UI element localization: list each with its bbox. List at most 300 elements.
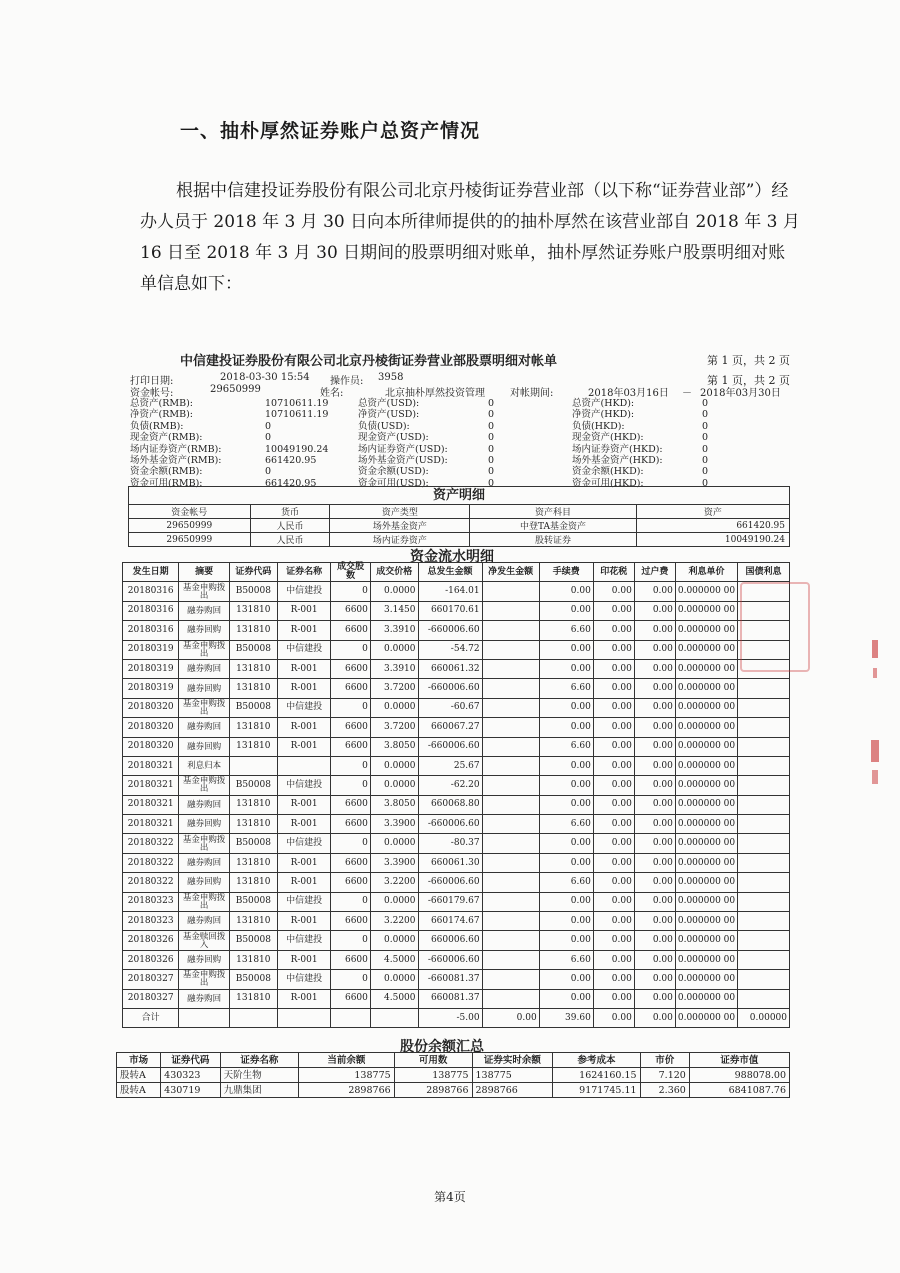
cash-flow-cell: 0.0000 — [370, 640, 418, 659]
cash-flow-cell — [482, 989, 539, 1008]
cash-flow-cell: 0.00 — [634, 892, 675, 911]
cash-flow-cell: 0.00 — [634, 737, 675, 756]
cash-flow-cell: 20180320 — [123, 737, 179, 756]
cash-flow-cell: 131810 — [229, 795, 277, 814]
cash-flow-cell — [482, 795, 539, 814]
cash-flow — [122, 562, 790, 1028]
holdings — [116, 1052, 790, 1098]
cash-flow-cell: R-001 — [277, 795, 330, 814]
cash-flow-cell — [482, 756, 539, 775]
cash-flow-row — [123, 892, 790, 911]
cash-flow-cell: 利息归本 — [179, 756, 230, 775]
cash-flow-cell: 660006.60 — [418, 931, 482, 950]
cash-flow-cell: 20180316 — [123, 582, 179, 601]
cash-flow-cell: 0.0000 — [370, 970, 418, 989]
holdings-cell: 1624160.15 — [553, 1068, 640, 1083]
cash-flow-cell: 0.000000 00 — [675, 640, 737, 659]
name-label: 姓名: — [320, 388, 344, 399]
cash-flow-cell: 0.000000 00 — [675, 698, 737, 717]
cash-flow-cell: 3.8050 — [370, 737, 418, 756]
cash-flow-cell — [482, 582, 539, 601]
cash-flow-cell: 3.3900 — [370, 853, 418, 872]
cash-flow-cell: 融券购回 — [179, 601, 230, 620]
cash-flow-cell: 0.00 — [634, 931, 675, 950]
holdings-header-cell: 证券名称 — [220, 1053, 299, 1068]
asset-cell: 29650999 — [129, 519, 251, 533]
summary-rmb-row — [130, 432, 360, 443]
cash-flow-cell — [482, 853, 539, 872]
summary-hkd-row — [572, 432, 782, 443]
cash-flow-title: 资金流水明细 — [410, 549, 494, 565]
cash-flow-cell — [482, 931, 539, 950]
cash-flow-cell: 660170.61 — [418, 601, 482, 620]
cash-flow-cell: 6.60 — [539, 950, 593, 969]
cash-flow-cell: R-001 — [277, 912, 330, 931]
cash-flow-cell: 融券购回 — [179, 659, 230, 678]
cash-flow-cell — [738, 970, 790, 989]
cash-flow-total-cell: 0.00 — [634, 1008, 675, 1027]
cash-flow-cell: 0.000000 00 — [675, 989, 737, 1008]
cash-flow-cell: 0.00 — [634, 659, 675, 678]
edge-seal-mark-mid — [873, 668, 877, 678]
holdings-header-cell: 当前余额 — [299, 1053, 394, 1068]
cash-flow-cell: 0.00 — [634, 853, 675, 872]
cash-flow-cell: -660179.67 — [418, 892, 482, 911]
cash-flow-cell: 0.000000 00 — [675, 737, 737, 756]
cash-flow-cell: 20180322 — [123, 834, 179, 853]
cash-flow-cell — [482, 737, 539, 756]
summary-label: 现金资产(HKD): — [572, 432, 644, 444]
account-label: 资金帐号: — [130, 388, 174, 399]
cash-flow-header-cell: 国债利息 — [738, 563, 790, 582]
summary-value: 10049190.24 — [265, 443, 329, 455]
summary-hkd-row — [572, 466, 782, 477]
cash-flow-cell: 0.00 — [634, 834, 675, 853]
cash-flow-cell: 0.00 — [539, 853, 593, 872]
cash-flow-cell: 0.00 — [593, 795, 634, 814]
cash-flow-row — [123, 853, 790, 872]
cash-flow-cell: 131810 — [229, 989, 277, 1008]
holdings-cell: 股转A — [117, 1083, 161, 1098]
summary-value: 0 — [488, 420, 495, 432]
cash-flow-cell — [482, 815, 539, 834]
asset-header-cell: 资产类型 — [330, 505, 470, 519]
cash-flow-cell: 6.60 — [539, 873, 593, 892]
cash-flow-cell: 0 — [331, 892, 371, 911]
cash-flow-cell: -660006.60 — [418, 621, 482, 640]
cash-flow-row — [123, 795, 790, 814]
cash-flow-cell: 0.000000 00 — [675, 970, 737, 989]
cash-flow-row — [123, 621, 790, 640]
cash-flow-cell: 0.00 — [593, 582, 634, 601]
summary-label: 总资产(HKD): — [572, 398, 635, 409]
cash-flow-cell: 660061.30 — [418, 853, 482, 872]
cash-flow-cell: 0.000000 00 — [675, 892, 737, 911]
cash-flow-row — [123, 873, 790, 892]
summary-label: 资金可用(RMB): — [130, 477, 203, 489]
cash-flow-cell — [482, 698, 539, 717]
cash-flow-cell: -164.01 — [418, 582, 482, 601]
cash-flow-cell: 20180323 — [123, 892, 179, 911]
summary-usd-row — [358, 421, 578, 432]
cash-flow-cell: 0 — [331, 931, 371, 950]
cash-flow-cell: B50008 — [229, 698, 277, 717]
cash-flow-cell: 0.000000 00 — [675, 873, 737, 892]
cash-flow-cell: 融券回购 — [179, 950, 230, 969]
cash-flow-cell — [738, 931, 790, 950]
cash-flow-cell: 20180316 — [123, 601, 179, 620]
cash-flow-cell: 660067.27 — [418, 718, 482, 737]
summary-rmb-row — [130, 455, 360, 466]
cash-flow-cell: 0 — [331, 970, 371, 989]
cash-flow-cell: 25.67 — [418, 756, 482, 775]
cash-flow-cell: 0.00 — [593, 853, 634, 872]
cash-flow-cell: 0.000000 00 — [675, 776, 737, 795]
cash-flow-cell: 0.00 — [539, 795, 593, 814]
cash-flow-total-cell: 0.00000 — [738, 1008, 790, 1027]
cash-flow-cell: 0.00 — [539, 582, 593, 601]
cash-flow-header-cell: 成交价格 — [370, 563, 418, 582]
cash-flow-cell — [738, 756, 790, 775]
cash-flow-cell: 0.00 — [593, 892, 634, 911]
cash-flow-cell: 3.7200 — [370, 679, 418, 698]
summary-value: 0 — [702, 398, 709, 409]
cash-flow-cell: 6600 — [331, 795, 371, 814]
asset-detail — [128, 486, 790, 547]
cash-flow-cell — [738, 679, 790, 698]
name-value: 北京抽朴厚然投资管理 — [385, 388, 485, 399]
cash-flow-cell: R-001 — [277, 873, 330, 892]
cash-flow-cell: 20180316 — [123, 621, 179, 640]
cash-flow-row — [123, 834, 790, 853]
cash-flow-header-cell: 总发生金额 — [418, 563, 482, 582]
cash-flow-cell: 0.0000 — [370, 776, 418, 795]
cash-flow-cell: 6600 — [331, 950, 371, 969]
holdings-cell: 2898766 — [472, 1083, 553, 1098]
cash-flow-header-cell: 成交股数 — [331, 563, 371, 582]
cash-flow-cell: 0.000000 00 — [675, 815, 737, 834]
cash-flow-cell: 0.000000 00 — [675, 795, 737, 814]
cash-flow-cell: 0.00 — [634, 679, 675, 698]
cash-flow-cell — [482, 776, 539, 795]
cash-flow-cell: 融券回购 — [179, 815, 230, 834]
cash-flow-cell: 0 — [331, 640, 371, 659]
asset-header-row — [129, 505, 790, 519]
cash-flow-cell: 0.0000 — [370, 582, 418, 601]
print-date-value: 2018-03-30 15:54 — [220, 372, 310, 383]
cash-flow-cell: 20180327 — [123, 970, 179, 989]
edge-seal-mark-low — [871, 740, 879, 762]
cash-flow-cell: -62.20 — [418, 776, 482, 795]
holdings-header-row — [117, 1053, 790, 1068]
cash-flow-cell — [482, 912, 539, 931]
cash-flow-cell: 融券购回 — [179, 853, 230, 872]
cash-flow-cell: 融券回购 — [179, 737, 230, 756]
cash-flow-cell: 0.00 — [539, 718, 593, 737]
cash-flow-cell: 3.2200 — [370, 912, 418, 931]
cash-flow-cell: 660174.67 — [418, 912, 482, 931]
section-heading: 一、抽朴厚然证券账户总资产情况 — [180, 120, 481, 142]
cash-flow-cell: 基金申购拨出 — [179, 698, 230, 717]
asset-row — [129, 519, 790, 533]
summary-value: 0 — [488, 409, 495, 421]
operator-label: 操作员: — [330, 376, 364, 387]
summary-label: 现金资产(USD): — [358, 432, 429, 444]
cash-flow-cell: 0.000000 00 — [675, 621, 737, 640]
asset-cell: 29650999 — [129, 533, 251, 547]
cash-flow-cell: 中信建投 — [277, 834, 330, 853]
cash-flow-cell: 0.0000 — [370, 756, 418, 775]
cash-flow-row — [123, 776, 790, 795]
cash-flow-cell: 中信建投 — [277, 776, 330, 795]
holdings-header-cell: 市价 — [640, 1053, 689, 1068]
summary-rmb-row — [130, 421, 360, 432]
cash-flow-cell: 20180326 — [123, 931, 179, 950]
cash-flow-cell: -660006.60 — [418, 815, 482, 834]
asset-header-cell: 货币 — [250, 505, 330, 519]
cash-flow-cell: 0.00 — [634, 873, 675, 892]
cash-flow-cell: 4.5000 — [370, 950, 418, 969]
cash-flow-total-cell: 0.000000 00 — [675, 1008, 737, 1027]
holdings-header-cell: 可用数 — [394, 1053, 472, 1068]
cash-flow-total-cell: 0.00 — [482, 1008, 539, 1027]
cash-flow-cell — [482, 970, 539, 989]
cash-flow-cell: -660006.60 — [418, 679, 482, 698]
cash-flow-row — [123, 931, 790, 950]
cash-flow-cell: 0.00 — [593, 659, 634, 678]
cash-flow-cell: 0.00 — [593, 679, 634, 698]
cash-flow-cell: 0.000000 00 — [675, 679, 737, 698]
asset-cell: 股转证券 — [470, 533, 636, 547]
page-footer: 第4页 — [434, 1190, 466, 1204]
cash-flow-cell: 131810 — [229, 873, 277, 892]
cash-flow-cell: 20180319 — [123, 679, 179, 698]
summary-usd-row — [358, 466, 578, 477]
intro-paragraph-text: 根据中信建投证券股份有限公司北京丹棱街证券营业部（以下称“证券营业部”）经办人员于 2018 年 3 月 30 日向本所律师提供的的抽朴厚然在该营业部自 2018 年 3 月 16 日至 2018 年 3 月 30 日期间的股票明细对账单，抽朴厚然证券账户股票明细对账单信息如下： — [140, 181, 800, 294]
cash-flow-total-cell — [370, 1008, 418, 1027]
cash-flow-cell: 3.7200 — [370, 718, 418, 737]
cash-flow-row — [123, 912, 790, 931]
cash-flow-cell: 131810 — [229, 950, 277, 969]
holdings-cell: 2898766 — [394, 1083, 472, 1098]
cash-flow-cell: B50008 — [229, 640, 277, 659]
cash-flow-cell: 3.3910 — [370, 659, 418, 678]
summary-usd-row — [358, 398, 578, 409]
cash-flow-cell: 0.00 — [634, 640, 675, 659]
cash-flow-header-cell: 证券名称 — [277, 563, 330, 582]
cash-flow-cell: 0.00 — [634, 776, 675, 795]
holdings-cell: 7.120 — [640, 1068, 689, 1083]
cash-flow-cell: 20180320 — [123, 698, 179, 717]
cash-flow-row — [123, 679, 790, 698]
summary-value: 0 — [488, 398, 495, 409]
summary-value: 0 — [488, 466, 495, 478]
cash-flow-cell: 0.00 — [539, 756, 593, 775]
cash-flow-cell: 中信建投 — [277, 970, 330, 989]
cash-flow-cell: 融券购回 — [179, 795, 230, 814]
cash-flow-cell: 20180323 — [123, 912, 179, 931]
cash-flow-cell: R-001 — [277, 989, 330, 1008]
cash-flow-cell: 0.00 — [539, 931, 593, 950]
cash-flow-cell — [738, 853, 790, 872]
cash-flow-cell: 6.60 — [539, 621, 593, 640]
asset-cell: 10049190.24 — [636, 533, 789, 547]
cash-flow-cell — [482, 873, 539, 892]
cash-flow-cell: 基金申购拨出 — [179, 970, 230, 989]
cash-flow-row — [123, 737, 790, 756]
cash-flow-cell: 20180319 — [123, 640, 179, 659]
cash-flow-cell: 20180326 — [123, 950, 179, 969]
summary-value: 0 — [702, 420, 709, 432]
cash-flow-cell: 0.000000 00 — [675, 582, 737, 601]
cash-flow-cell: 0.00 — [593, 834, 634, 853]
cash-flow-cell: 6.60 — [539, 737, 593, 756]
cash-flow-cell: R-001 — [277, 718, 330, 737]
cash-flow-cell: R-001 — [277, 601, 330, 620]
summary-label: 资金可用(HKD): — [572, 477, 644, 489]
cash-flow-cell — [482, 834, 539, 853]
cash-flow-row — [123, 815, 790, 834]
intro-paragraph — [140, 176, 800, 300]
cash-flow-cell: 20180321 — [123, 815, 179, 834]
period-label: 对帐期间: — [510, 388, 554, 399]
cash-flow-cell: B50008 — [229, 834, 277, 853]
summary-value: 0 — [488, 443, 495, 455]
summary-usd-row — [358, 455, 578, 466]
cash-flow-cell: B50008 — [229, 892, 277, 911]
cash-flow-cell — [738, 873, 790, 892]
cash-flow-cell: 0.00 — [539, 659, 593, 678]
cash-flow-cell: 0 — [331, 834, 371, 853]
cash-flow-cell: 融券购回 — [179, 912, 230, 931]
cash-flow-cell: 0.00 — [539, 698, 593, 717]
cash-flow-header-cell: 摘要 — [179, 563, 230, 582]
holdings-header-cell: 证券实时余额 — [472, 1053, 553, 1068]
cash-flow-cell — [738, 834, 790, 853]
cash-flow-total-cell: 合计 — [123, 1008, 179, 1027]
cash-flow-cell: 0.0000 — [370, 931, 418, 950]
cash-flow-cell: 0.00 — [593, 776, 634, 795]
cash-flow-cell: 融券回购 — [179, 873, 230, 892]
summary-rmb-row — [130, 444, 360, 455]
cash-flow-cell: 0.00 — [634, 795, 675, 814]
holdings-cell: 九鼎集团 — [220, 1083, 299, 1098]
cash-flow-cell: R-001 — [277, 950, 330, 969]
cash-flow-cell: 0 — [331, 698, 371, 717]
summary-value: 0 — [488, 454, 495, 466]
cash-flow-cell: 融券购回 — [179, 989, 230, 1008]
cash-flow-header-cell: 净发生金额 — [482, 563, 539, 582]
cash-flow-cell: 6600 — [331, 659, 371, 678]
cash-flow-total-cell: -5.00 — [418, 1008, 482, 1027]
summary-value: 661420.95 — [265, 454, 317, 466]
cash-flow-cell: 3.3910 — [370, 621, 418, 640]
cash-flow-cell: 131810 — [229, 621, 277, 640]
cash-flow-cell: 131810 — [229, 601, 277, 620]
cash-flow-cell: 基金申购拨出 — [179, 892, 230, 911]
holdings-cell: 138775 — [472, 1068, 553, 1083]
asset-row — [129, 533, 790, 547]
cash-flow-cell: 20180319 — [123, 659, 179, 678]
cash-flow-cell: -660006.60 — [418, 737, 482, 756]
summary-label: 负债(HKD): — [572, 420, 625, 432]
summary-hkd-column — [572, 398, 782, 489]
cash-flow-cell: 0.00 — [634, 621, 675, 640]
cash-flow-cell: 0.00 — [539, 776, 593, 795]
cash-flow-cell: 0.00 — [539, 912, 593, 931]
cash-flow-cell: 中信建投 — [277, 582, 330, 601]
cash-flow-cell: B50008 — [229, 970, 277, 989]
asset-cell: 人民币 — [250, 519, 330, 533]
asset-cell: 场外基金资产 — [330, 519, 470, 533]
cash-flow-cell: 6.60 — [539, 815, 593, 834]
cash-flow-cell: 融券回购 — [179, 621, 230, 640]
asset-cell: 中登TA基金资产 — [470, 519, 636, 533]
summary-label: 总资产(USD): — [358, 398, 420, 409]
summary-label: 场内证券资产(RMB): — [130, 443, 222, 455]
cash-flow-row — [123, 950, 790, 969]
holdings-cell: 988078.00 — [689, 1068, 789, 1083]
asset-header-cell: 资产科目 — [470, 505, 636, 519]
cash-flow-cell: 660061.32 — [418, 659, 482, 678]
summary-label: 资金可用(USD): — [358, 477, 429, 489]
cash-flow-cell: 0.00 — [593, 640, 634, 659]
cash-flow-cell: 20180327 — [123, 989, 179, 1008]
summary-rmb-column — [130, 398, 360, 489]
cash-flow-cell: 0.00 — [539, 892, 593, 911]
page-indicator-second: 第 1 页，共 2 页 — [707, 374, 790, 387]
holdings-cell: 430323 — [161, 1068, 220, 1083]
asset-cell: 661420.95 — [636, 519, 789, 533]
cash-flow-cell — [482, 950, 539, 969]
cash-flow-header-cell: 过户费 — [634, 563, 675, 582]
cash-flow-row — [123, 698, 790, 717]
cash-flow-header-cell: 证券代码 — [229, 563, 277, 582]
cash-flow-row — [123, 970, 790, 989]
cash-flow-cell — [738, 776, 790, 795]
cash-flow-cell: 0 — [331, 756, 371, 775]
cash-flow-cell: B50008 — [229, 582, 277, 601]
asset-detail-table — [128, 504, 790, 547]
cash-flow-header-row — [123, 563, 790, 582]
summary-label: 场外基金资产(USD): — [358, 454, 448, 466]
summary-rmb-row — [130, 409, 360, 420]
summary-value: 0 — [702, 477, 709, 489]
cash-flow-cell: 0.00 — [593, 621, 634, 640]
cash-flow-cell: R-001 — [277, 679, 330, 698]
summary-label: 场内证券资产(USD): — [358, 443, 448, 455]
cash-flow-cell: 0.000000 00 — [675, 912, 737, 931]
cash-flow-cell: 0.00 — [539, 989, 593, 1008]
summary-label: 负债(USD): — [358, 420, 410, 432]
cash-flow-cell: B50008 — [229, 776, 277, 795]
cash-flow-row — [123, 582, 790, 601]
cash-flow-cell: 660068.80 — [418, 795, 482, 814]
cash-flow-cell: 0.00 — [634, 989, 675, 1008]
holdings-header-cell: 证券代码 — [161, 1053, 220, 1068]
summary-label: 资金余额(RMB): — [130, 466, 203, 478]
summary-value: 0 — [702, 443, 709, 455]
summary-usd-column — [358, 398, 578, 489]
cash-flow-cell: 0 — [331, 776, 371, 795]
asset-cell: 人民币 — [250, 533, 330, 547]
cash-flow-cell: 基金申购拨出 — [179, 640, 230, 659]
cash-flow-cell: 3.3900 — [370, 815, 418, 834]
cash-flow-row — [123, 756, 790, 775]
statement-title: 中信建投证券股份有限公司北京丹棱街证券营业部股票明细对帐单 — [180, 354, 558, 369]
summary-label: 场外基金资产(HKD): — [572, 454, 663, 466]
cash-flow-cell: 0.00 — [593, 698, 634, 717]
